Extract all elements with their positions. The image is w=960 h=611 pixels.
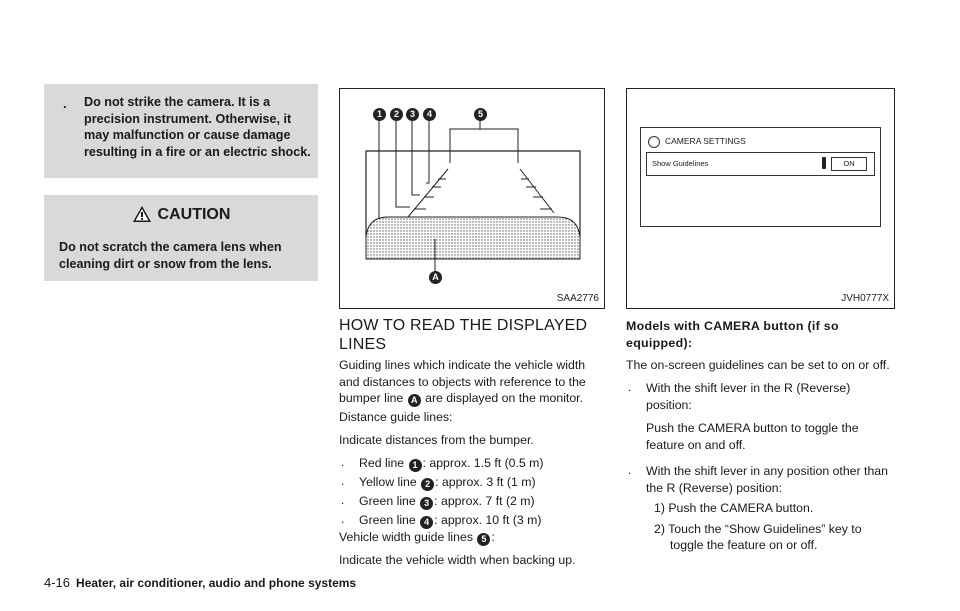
callout-3: 3 [406,108,419,121]
callout-2: 2 [390,108,403,121]
show-guidelines-row[interactable] [646,152,875,176]
settings-screen [640,127,881,227]
page-number: 4-16 [44,575,71,590]
section-heading: HOW TO READ THE DISPLAYED LINES [339,317,588,353]
list-item: . Red line 1 : approx. 1.5 ft (0.5 m) [341,455,544,470]
guideline-diagram [339,88,605,309]
caution-triangle-icon [132,205,152,223]
callout-1: 1 [373,108,386,121]
settings-icon [648,136,660,148]
guideline-diagram-drawing [340,89,604,308]
caution-label: CAUTION [157,206,231,223]
camera-settings-figure [626,88,895,309]
list-item: . Yellow line 2 : approx. 3 ft (1 m) [341,474,536,489]
distance-label: Distance guide lines: [339,410,453,424]
toggle-indicator-icon [822,157,826,169]
warning-text: Do not strike the camera. It is a precision instrument. Otherwise, it may malfunction or cause damage resulting in a fire or an electric shock. [84,95,311,159]
width-guide-label: Vehicle width guide lines 5 : [339,530,495,544]
page-footer [44,575,356,590]
callout-A-inline: A [408,394,421,407]
list-item: . Green line 3 : approx. 7 ft (2 m) [341,493,535,508]
callout-A: A [429,271,442,284]
warning-box [44,84,318,178]
chapter-title: Heater, air conditioner, audio and phone systems [76,576,357,590]
list-item: . Green line 4 : approx. 10 ft (3 m) [341,512,542,527]
toggle-on-button[interactable]: ON [831,157,867,171]
line-list [339,455,609,531]
callout-4: 4 [423,108,436,121]
warning-bullet: . [63,96,67,111]
width-guide-description: Indicate the vehicle width when backing up. [339,553,576,567]
right-paragraph: The on-screen guidelines can be set to on or off. [626,358,890,372]
intro-paragraph: Guiding lines which indicate the vehicle width and distances to objects with reference to the bumper line A are displayed on the monitor. [339,358,586,405]
settings-title: CAMERA SETTINGS [665,136,746,146]
figure-code: SAA2776 [556,293,599,304]
caution-text: Do not scratch the camera lens when cleaning dirt or snow from the lens. [59,240,282,271]
distance-description: Indicate distances from the bumper. [339,433,534,447]
callout-5: 5 [474,108,487,121]
caution-heading [44,205,318,224]
figure-code: JVH0777X [841,293,889,304]
camera-button-heading: Models with CAMERA button (if so equipped): [626,319,839,350]
caution-box [44,195,318,281]
show-guidelines-label: Show Guidelines [652,159,709,168]
